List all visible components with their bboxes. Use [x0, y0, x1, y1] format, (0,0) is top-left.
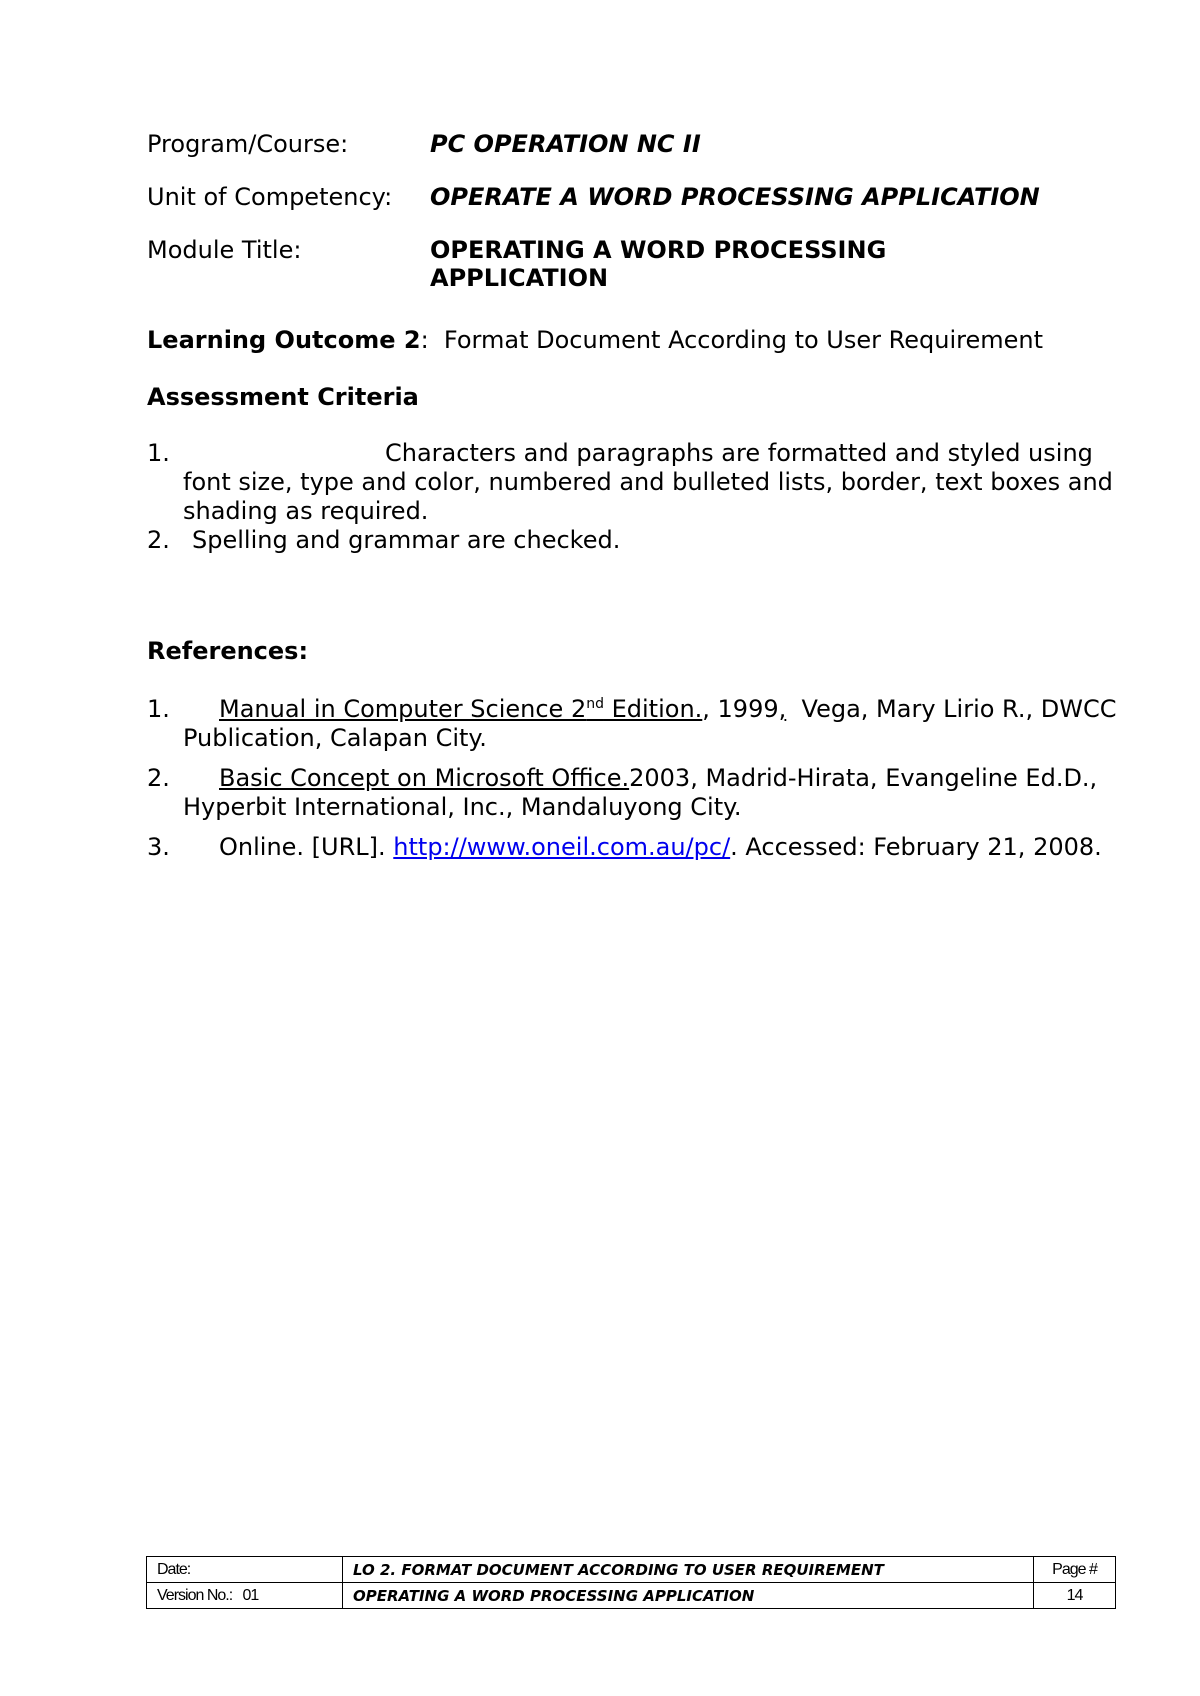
module-label: Module Title:	[147, 236, 302, 264]
footer-lo-title: LO 2. FORMAT DOCUMENT ACCORDING TO USER REQUIREMENT	[343, 1557, 1034, 1583]
footer-page-number: 14	[1034, 1583, 1116, 1609]
list-item	[147, 526, 1137, 555]
learning-outcome-text: Format Document According to User Requirement	[443, 326, 1043, 354]
list-number: 3.	[147, 833, 170, 861]
footer-table	[146, 1556, 1116, 1609]
reference-text: Manual in Computer Science 2nd Edition., 1999, Vega, Mary Lirio R., DWCC Publication, Calapan City.	[183, 695, 1125, 752]
assessment-criteria-list	[147, 439, 1137, 555]
unit-value: OPERATE A WORD PROCESSING APPLICATION	[430, 183, 1040, 211]
list-number: 1.	[147, 439, 170, 467]
unit-label: Unit of Competency:	[147, 183, 393, 211]
module-value-line1: OPERATING A WORD PROCESSING	[430, 236, 887, 264]
learning-outcome-separator: :	[420, 326, 429, 354]
footer-version-value: 01	[242, 1586, 259, 1604]
footer-version	[147, 1583, 343, 1609]
footer-module-title: OPERATING A WORD PROCESSING APPLICATION	[343, 1583, 1034, 1609]
footer-date-label: Date:	[147, 1557, 343, 1583]
assessment-heading: Assessment Criteria	[147, 383, 419, 411]
list-text: Characters and paragraphs are formatted and styled using font size, type and color, numbered and bulleted lists, border, text boxes and shading as required.	[183, 439, 1113, 525]
module-value-line2: APPLICATION	[430, 264, 609, 292]
list-item	[147, 695, 1137, 753]
program-label: Program/Course:	[147, 130, 349, 158]
footer-row	[147, 1557, 1116, 1583]
list-item	[147, 764, 1137, 822]
footer-page-label: Page #	[1034, 1557, 1116, 1583]
list-item	[147, 833, 1137, 862]
references-list	[147, 695, 1137, 873]
list-item	[147, 439, 1137, 526]
reference-url-link[interactable]: http://www.oneil.com.au/pc/	[393, 833, 731, 861]
reference-text: Basic Concept on Microsoft Office.2003, Madrid-Hirata, Evangeline Ed.D., Hyperbit International, Inc., Mandaluyong City.	[183, 764, 1098, 821]
learning-outcome	[147, 326, 1043, 354]
program-value: PC OPERATION NC II	[430, 130, 701, 158]
list-number: 2.	[147, 764, 170, 792]
list-number: 2.	[147, 526, 170, 554]
list-text: Spelling and grammar are checked.	[192, 526, 621, 554]
list-number: 1.	[147, 695, 170, 723]
reference-title: Manual in Computer Science 2nd Edition.	[219, 695, 703, 723]
reference-text: Online. [URL]. http://www.oneil.com.au/pc/. Accessed: February 21, 2008.	[219, 833, 1102, 861]
references-heading: References:	[147, 637, 309, 665]
footer-row	[147, 1583, 1116, 1609]
reference-title: Basic Concept on Microsoft Office.	[219, 764, 630, 792]
footer-version-label: Version No.:	[157, 1586, 233, 1604]
learning-outcome-label: Learning Outcome 2	[147, 326, 421, 354]
